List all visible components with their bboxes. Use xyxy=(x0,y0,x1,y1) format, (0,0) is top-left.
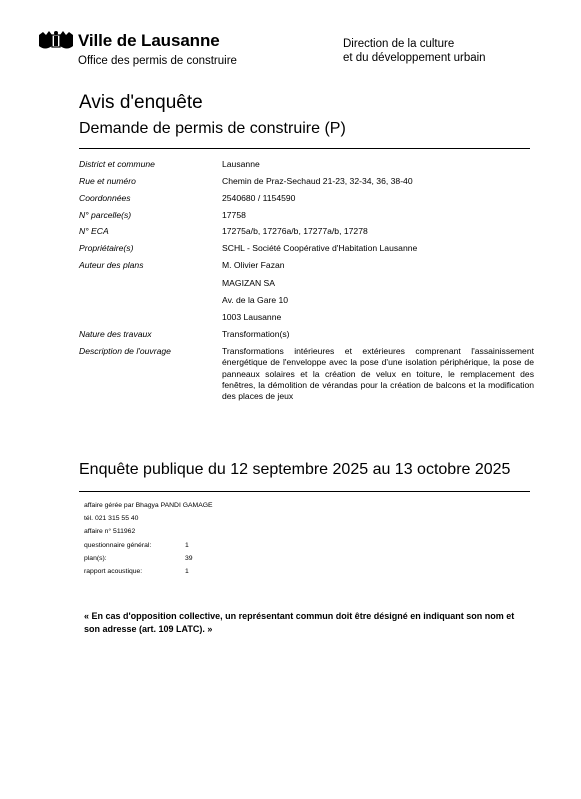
author-line: 1003 Lausanne xyxy=(222,312,282,322)
nature-value: Transformation(s) xyxy=(222,329,290,339)
divider-bottom xyxy=(79,491,530,492)
author-line: Av. de la Gare 10 xyxy=(222,295,289,305)
owner-value: SCHL - Société Coopérative d'Habitation Lausanne xyxy=(222,243,418,253)
street-value: Chemin de Praz-Sechaud 21-23, 32-34, 36, 38-40 xyxy=(222,176,413,186)
city-name: Ville de Lausanne xyxy=(78,31,220,50)
description-label: Description de l'ouvrage xyxy=(79,346,171,356)
coords-value: 2540680 / 1154590 xyxy=(222,193,296,203)
coords-label: Coordonnées xyxy=(79,193,131,203)
parcel-label: N° parcelle(s) xyxy=(79,210,132,220)
district-value: Lausanne xyxy=(222,159,260,169)
description-value: Transformations intérieures et extérieures comprenant l'assainissement énergétique de l'enveloppe avec la pose d'une isolation périphérique, la pose de panneaux solaires et la création de velux en toiture, le remplacement des fenêtres, la démolition de vérandas pour la création de balcons et la modification des places de jeux xyxy=(222,346,534,402)
author-line: MAGIZAN SA xyxy=(222,278,276,288)
page-title: Avis d'enquête xyxy=(79,92,203,113)
eca-value: 17275a/b, 17276a/b, 17277a/b, 17278 xyxy=(222,226,368,236)
plans-value: 39 xyxy=(185,555,193,562)
owner-label: Propriétaire(s) xyxy=(79,243,134,253)
author-label: Auteur des plans xyxy=(79,260,144,270)
inquiry-period: Enquête publique du 12 septembre 2025 au 13 octobre 2025 xyxy=(79,461,511,478)
acoustic-label: rapport acoustique: xyxy=(84,568,143,575)
nature-label: Nature des travaux xyxy=(79,329,152,339)
case-phone: tél. 021 315 55 40 xyxy=(84,515,139,522)
case-number: affaire n° 511962 xyxy=(84,528,136,535)
opposition-notice: « En cas d'opposition collective, un représentant commun doit être désigné en indiquant son nom et son adresse (art. 109 LATC). » xyxy=(84,611,515,634)
questionnaire-label: questionnaire général: xyxy=(84,542,152,549)
divider-top xyxy=(79,148,530,149)
office-name: Office des permis de construire xyxy=(78,55,237,67)
acoustic-value: 1 xyxy=(185,568,189,575)
street-label: Rue et numéro xyxy=(79,176,136,186)
questionnaire-value: 1 xyxy=(185,542,189,549)
parcel-value: 17758 xyxy=(222,210,246,220)
plans-label: plan(s): xyxy=(84,555,107,562)
lausanne-coat-of-arms-icon xyxy=(37,29,75,51)
district-label: District et commune xyxy=(79,159,155,169)
author-line: M. Olivier Fazan xyxy=(222,260,285,270)
eca-label: N° ECA xyxy=(79,226,109,236)
page-subtitle: Demande de permis de construire (P) xyxy=(79,120,346,137)
case-manager: affaire gérée par Bhagya PANDI GAMAGE xyxy=(84,502,213,509)
department-line-1: Direction de la culture xyxy=(343,38,455,50)
department-line-2: et du développement urbain xyxy=(343,52,486,64)
